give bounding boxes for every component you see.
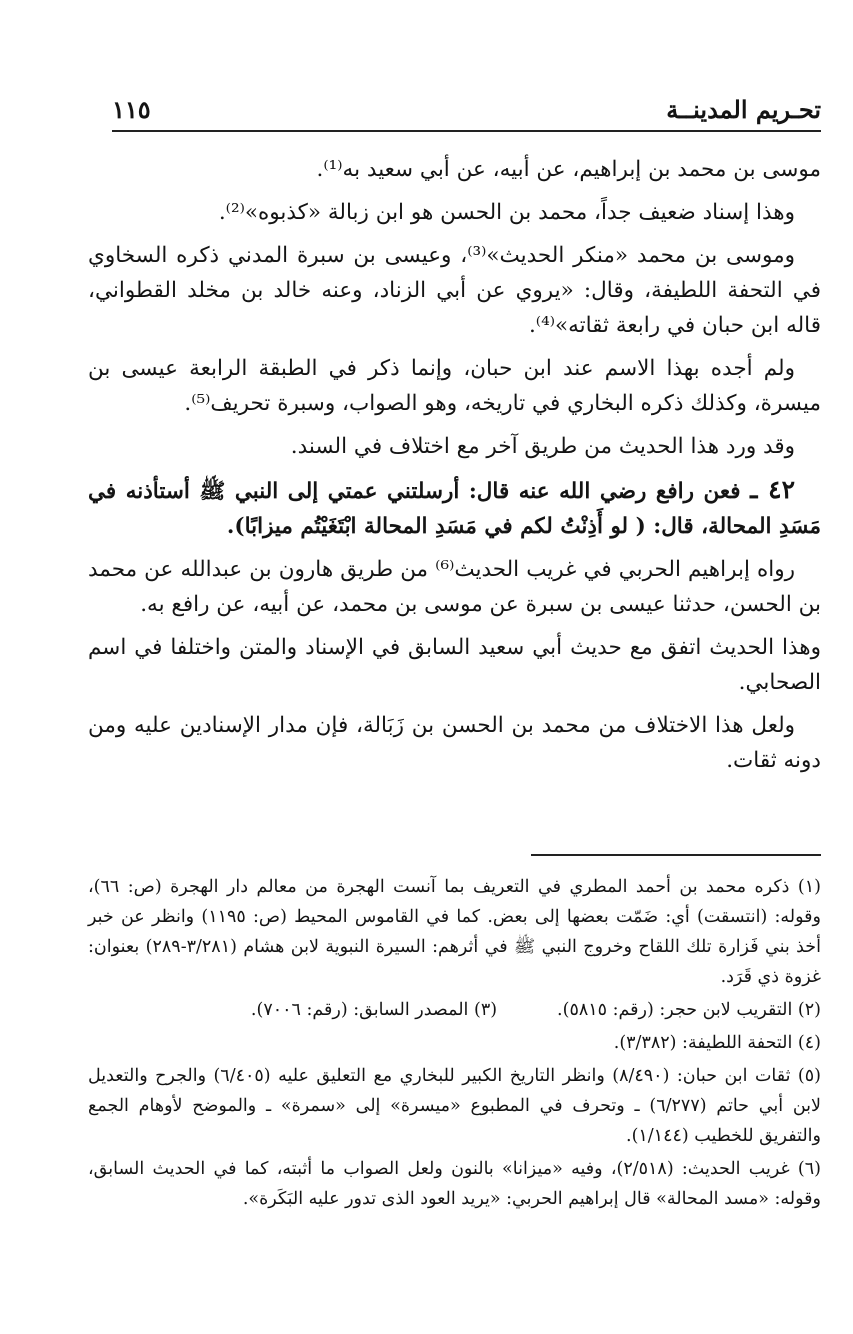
footnote-6: (٦) غريب الحديث: (٢/٥١٨)، وفيه «ميزانا» بالنون ولعل الصواب ما أثبته، كما في الحديث السابق، وقوله: «مسد المحالة» قال إبراهيم الحربي: «يريد العود الذى تدور عليه البَكَرة».: [88, 1159, 821, 1209]
hadith-42: [88, 472, 821, 544]
footnote-1: (١) ذكره محمد بن أحمد المطري في التعريف بما آنست الهجرة من معالم دار الهجرة (ص: ٦٦)، وقوله: (انتسقت) أي: ضَمّت بعضها إلى بعض. كما في القاموس المحيط (ص: ١١٩٥) وانظر عن خبر أخذ بني فَزارة تلك اللقاح وخروج النبي ﷺ في أثرهم: السيرة النبوية لابن هشام (٣/٢٨١-٢٨٩) بعنوان: غزوة ذي قَرَد.: [88, 877, 821, 987]
paragraph-3: وموسى بن محمد «منكر الحديث»⁽³⁾، وعيسى بن سبرة المدني ذكره السخاوي في التحفة اللطيفة، وقال: «يروي عن أبي الزناد، وعنه خالد بن مخلد القطواني، قاله ابن حبان في رابعة ثقاته»⁽⁴⁾.: [88, 243, 821, 338]
hadith-number: ٤٢ ـ: [750, 475, 795, 504]
paragraph-5: وقد ورد هذا الحديث من طريق آخر مع اختلاف في السند.: [290, 434, 795, 459]
paragraph-7: وهذا الحديث اتفق مع حديث أبي سعيد السابق في الإسناد والمتن واختلفا في اسم الصحابي.: [88, 635, 821, 695]
main-text: [88, 152, 821, 786]
footnote-row-2-3: [88, 995, 821, 1025]
paragraph-1: موسى بن محمد بن إبراهيم، عن أبيه، عن أبي سعيد به⁽¹⁾.: [316, 157, 821, 182]
page-number: ١١٥: [112, 95, 151, 124]
footnote-2: (٢) التقريب لابن حجر: (رقم: ٥٨١٥).: [557, 1000, 821, 1020]
paragraph-6: رواه إبراهيم الحربي في غريب الحديث⁽⁶⁾ من طريق هارون بن عبدالله عن محمد بن الحسن، حدثنا عيسى بن سبرة عن موسى بن محمد، عن أبيه، عن رافع به.: [88, 557, 821, 617]
page-header: [112, 84, 821, 124]
paragraph-2: وهذا إسناد ضعيف جداً، محمد بن الحسن هو ابن زبالة «كذبوه»⁽²⁾.: [218, 200, 795, 225]
footnote-5: (٥) ثقات ابن حبان: (٨/٤٩٠) وانظر التاريخ الكبير للبخاري مع التعليق عليه (٦/٤٠٥) والجرح والتعديل لابن أبي حاتم (٦/٢٧٧) ـ وتحرف في المطبوع «ميسرة» إلى «سمرة» ـ والموضح لأوهام الجمع والتفريق للخطيب (١/١٤٤).: [88, 1066, 821, 1146]
header-divider: [112, 130, 821, 132]
footnotes: [88, 872, 821, 1217]
footnote-3: (٣) المصدر السابق: (رقم: ٧٠٠٦).: [250, 1000, 498, 1020]
hadith-text: فعن رافع رضي الله عنه قال: أرسلتني عمتي إلى النبي ﷺ أستأذنه في مَسَدِ المحالة، قال: ( لو أَذِنْتُ لكم في مَسَدِ المحالة ابْتَغَيْتُم ميزابًا).: [88, 479, 821, 539]
footnote-4: (٤) التحفة اللطيفة: (٣/٣٨٢).: [613, 1033, 821, 1053]
footnote-divider: [531, 854, 821, 856]
paragraph-4: ولم أجده بهذا الاسم عند ابن حبان، وإنما ذكر في الطبقة الرابعة عيسى بن ميسرة، وكذلك ذكره البخاري في تاريخه، وهو الصواب، وسبرة تحريف⁽⁵⁾.: [88, 356, 821, 416]
running-title: تحـريم المدينــة: [666, 95, 821, 124]
paragraph-8: ولعل هذا الاختلاف من محمد بن الحسن بن زَبَالة، فإن مدار الإسنادين عليه ومن دونه ثقات.: [88, 713, 821, 773]
